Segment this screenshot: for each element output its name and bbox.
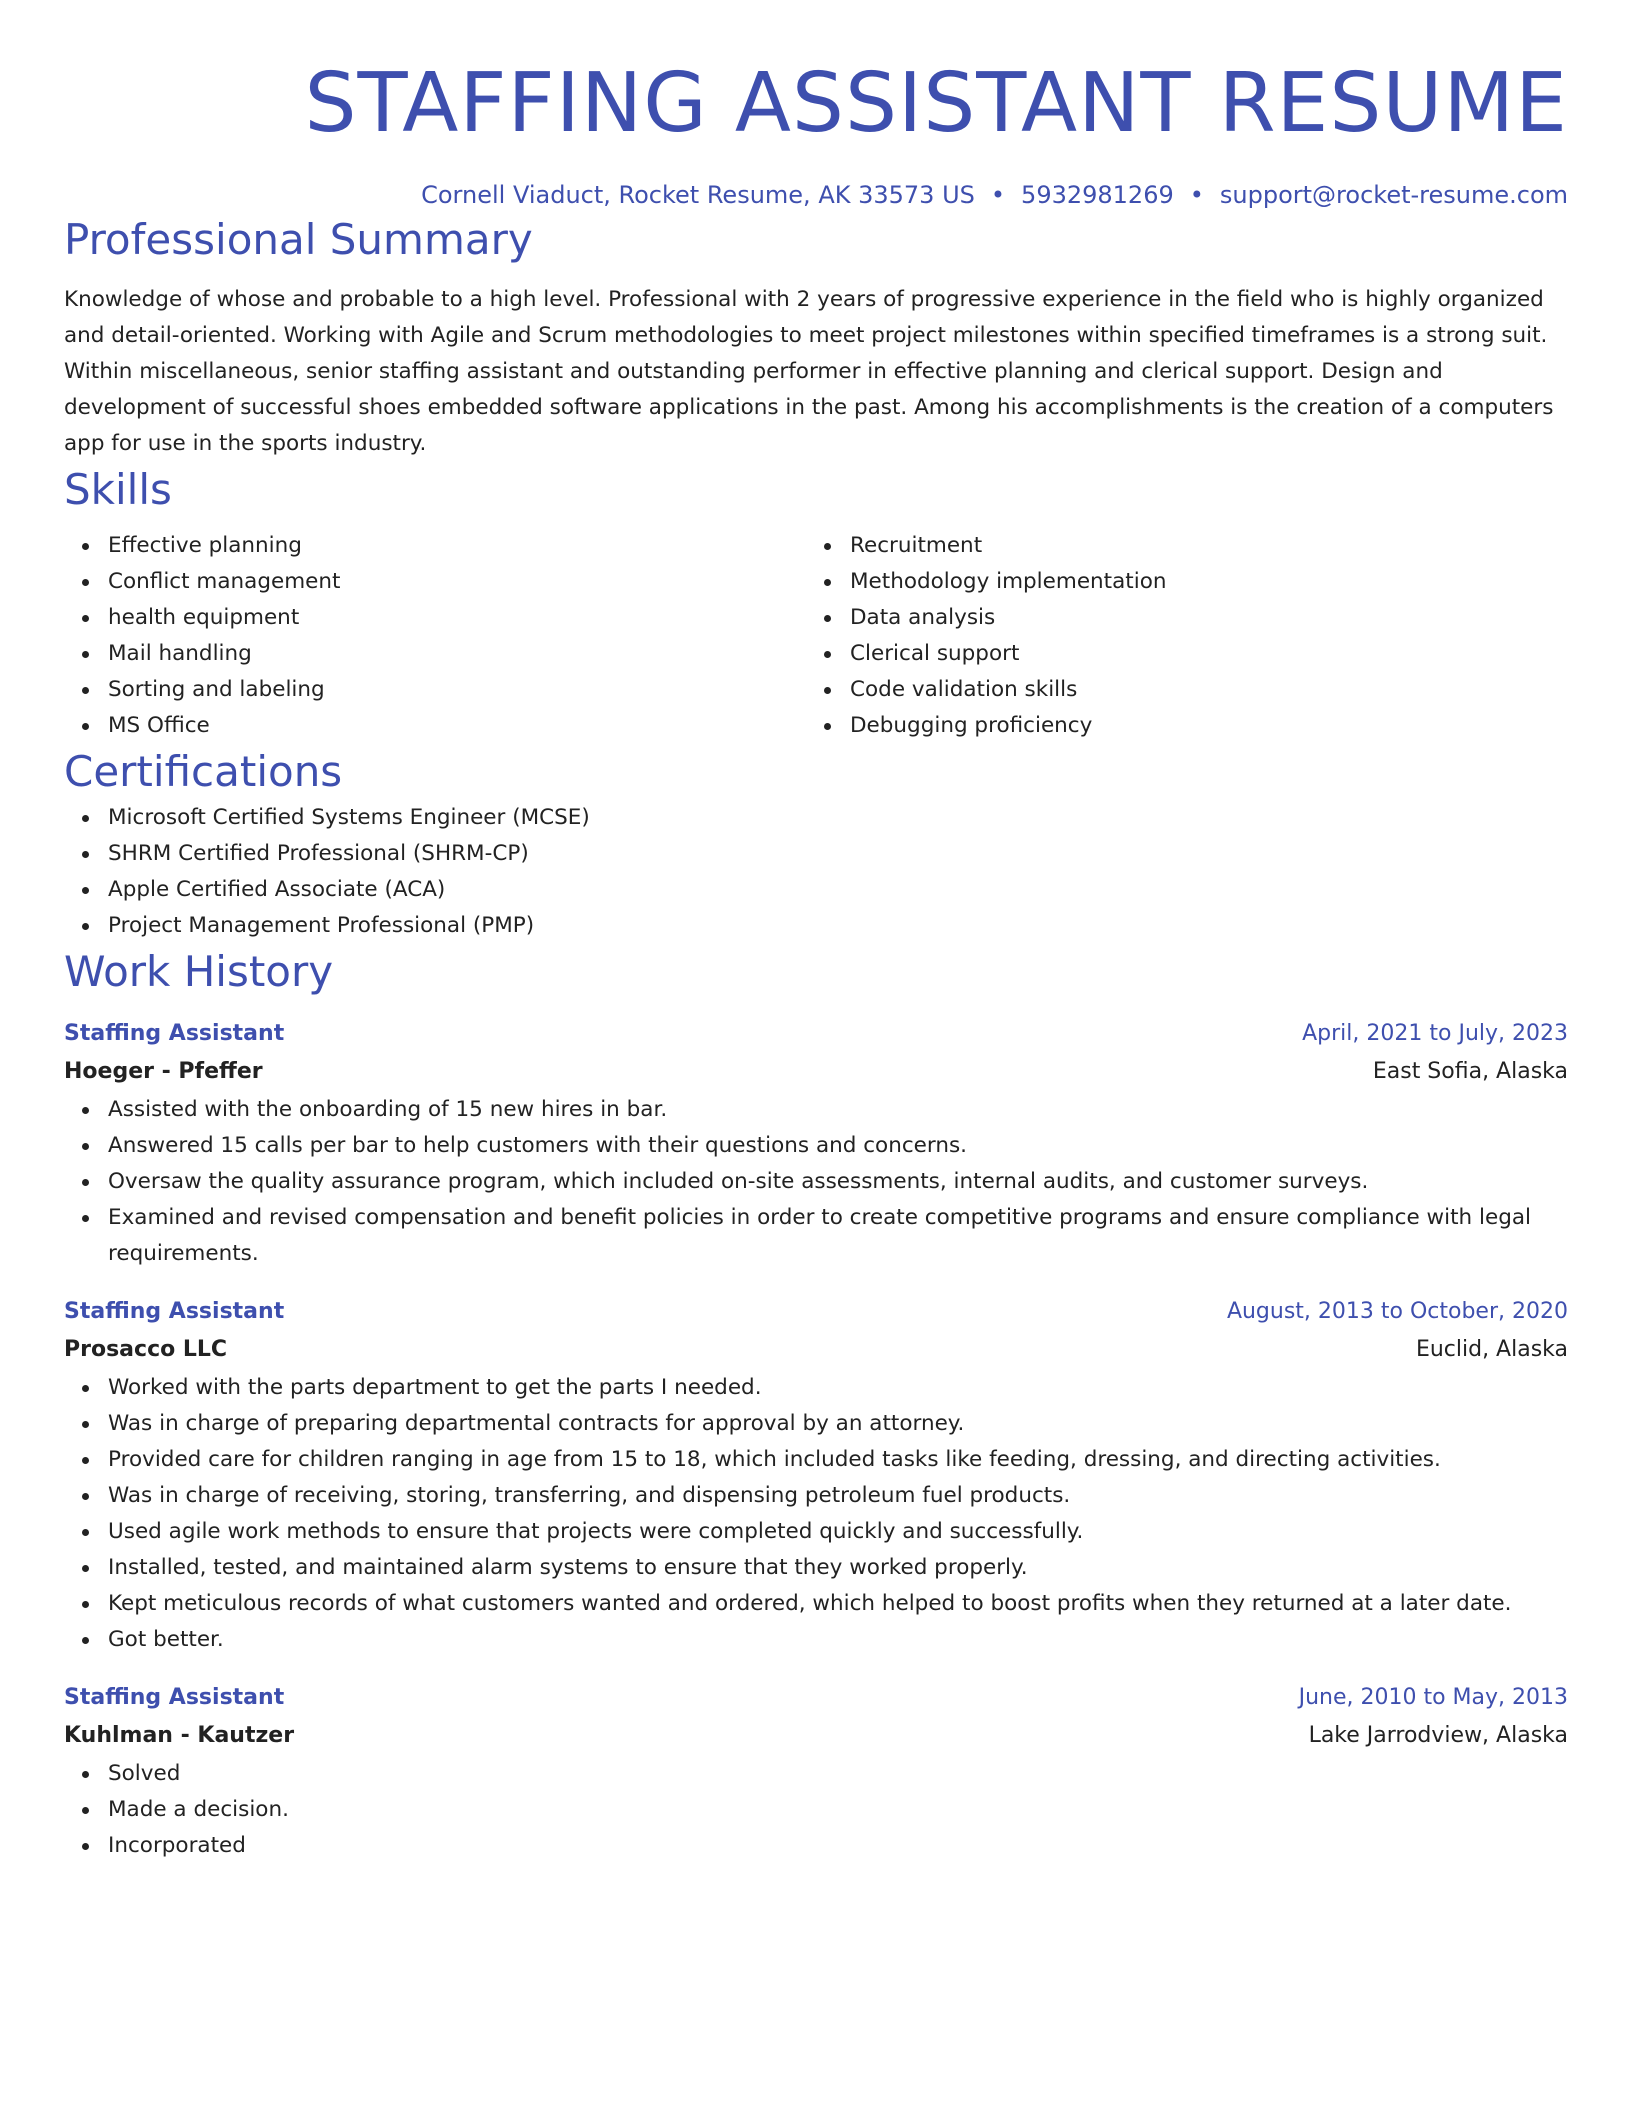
job-bullet: Assisted with the onboarding of 15 new hires in bar. (108, 1092, 1568, 1128)
contact-line (64, 178, 1568, 212)
job-bullet: Answered 15 calls per bar to help customers with their questions and concerns. (108, 1128, 1568, 1164)
job-bullet: Used agile work methods to ensure that projects were completed quickly and successfully. (108, 1514, 1568, 1550)
job-location: East Sofia, Alaska (1372, 1059, 1568, 1084)
job-title: Staffing Assistant (64, 1299, 285, 1324)
skills-list-left (64, 528, 806, 744)
contact-separator: • (990, 181, 1006, 209)
job-dates: April, 2021 to July, 2023 (1302, 1021, 1568, 1046)
job-dates: June, 2010 to May, 2013 (1298, 1685, 1568, 1710)
job-title: Staffing Assistant (64, 1021, 285, 1046)
skills-grid (64, 528, 1568, 744)
contact-separator: • (1189, 181, 1204, 209)
certifications-heading: Certifications (64, 747, 343, 796)
job-bullet: Installed, tested, and maintained alarm systems to ensure that they worked properly. (108, 1550, 1568, 1586)
skill-item: Clerical support (850, 636, 1566, 672)
work-history-heading: Work History (64, 947, 334, 996)
contact-email[interactable]: support@rocket-resume.com (1219, 181, 1568, 209)
job-bullet: Made a decision. (108, 1792, 1568, 1828)
skills-heading: Skills (64, 465, 172, 514)
job-bullet-list (64, 1756, 1568, 1864)
skill-item: MS Office (108, 708, 806, 744)
job-entry (64, 1680, 1568, 1864)
job-bullet: Worked with the parts department to get the parts I needed. (108, 1370, 1568, 1406)
skill-item: Mail handling (108, 636, 806, 672)
job-company: Prosacco LLC (64, 1337, 228, 1362)
certification-item: Microsoft Certified Systems Engineer (MCSE) (108, 800, 1568, 836)
job-bullet: Solved (108, 1756, 1568, 1792)
skill-item: Methodology implementation (850, 564, 1566, 600)
skill-item: Effective planning (108, 528, 806, 564)
job-bullet: Was in charge of preparing departmental contracts for approval by an attorney. (108, 1406, 1568, 1442)
summary-text: Knowledge of whose and probable to a high level. Professional with 2 years of progressive experience in the field who is highly organized and detail-oriented. Working with Agile and Scrum methodologies to meet project milestones within specified timeframes is a strong suit. Within miscellaneous, senior staffing assistant and outstanding performer in effective planning and clerical support. Design and development of successful shoes embedded software applications in the past. Among his accomplishments is the creation of a computers app for use in the sports industry. (64, 287, 1554, 456)
certification-item: Project Management Professional (PMP) (108, 908, 1568, 944)
job-location: Euclid, Alaska (1415, 1337, 1568, 1362)
job-title-row (64, 1016, 1568, 1052)
job-title-row (64, 1680, 1568, 1716)
job-bullet: Examined and revised compensation and benefit policies in order to create competitive programs and ensure compliance with legal requirements. (108, 1200, 1568, 1272)
skill-item: Debugging proficiency (850, 708, 1566, 744)
summary-heading: Professional Summary (64, 215, 533, 264)
certifications-list (64, 800, 1568, 944)
work-history-list (64, 1016, 1568, 1864)
skills-list-right (806, 528, 1566, 744)
job-company: Hoeger - Pfeffer (64, 1059, 263, 1084)
skill-item: health equipment (108, 600, 806, 636)
job-bullet: Got better. (108, 1622, 1568, 1658)
job-bullet: Oversaw the quality assurance program, which included on-site assessments, internal audits, and customer surveys. (108, 1164, 1568, 1200)
skill-item: Recruitment (850, 528, 1566, 564)
job-company: Kuhlman - Kautzer (64, 1723, 295, 1748)
certification-item: Apple Certified Associate (ACA) (108, 872, 1568, 908)
job-company-row (64, 1716, 1568, 1756)
certification-item: SHRM Certified Professional (SHRM-CP) (108, 836, 1568, 872)
job-entry (64, 1016, 1568, 1272)
job-bullet: Incorporated (108, 1828, 1568, 1864)
job-bullet: Provided care for children ranging in age from 15 to 18, which included tasks like feeding, dressing, and directing activities. (108, 1442, 1568, 1478)
resume-title: STAFFING ASSISTANT RESUME (304, 56, 1568, 151)
job-title-row (64, 1294, 1568, 1330)
skill-item: Code validation skills (850, 672, 1566, 708)
job-dates: August, 2013 to October, 2020 (1226, 1299, 1568, 1324)
job-company-row (64, 1330, 1568, 1370)
contact-address: Cornell Viaduct, Rocket Resume, AK 33573 US (421, 181, 975, 209)
job-bullet: Kept meticulous records of what customers wanted and ordered, which helped to boost profits when they returned at a later date. (108, 1586, 1568, 1622)
job-company-row (64, 1052, 1568, 1092)
skill-item: Sorting and labeling (108, 672, 806, 708)
job-bullet-list (64, 1370, 1568, 1658)
job-entry (64, 1294, 1568, 1658)
job-location: Lake Jarrodview, Alaska (1308, 1723, 1568, 1748)
contact-phone: 5932981269 (1021, 181, 1174, 209)
skill-item: Conflict management (108, 564, 806, 600)
job-bullet: Was in charge of receiving, storing, transferring, and dispensing petroleum fuel products. (108, 1478, 1568, 1514)
job-title: Staffing Assistant (64, 1685, 285, 1710)
skill-item: Data analysis (850, 600, 1566, 636)
job-bullet-list (64, 1092, 1568, 1272)
